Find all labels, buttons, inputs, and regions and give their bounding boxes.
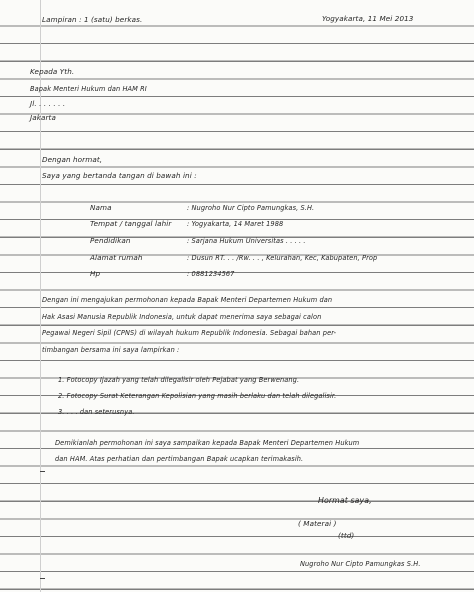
greeting: Dengan hormat, (42, 155, 103, 164)
identity-label: Pendidikan (90, 236, 131, 245)
recipient-line: Bapak Menteri Hukum dan HAM RI (30, 85, 147, 93)
signer-name: Nugroho Nur Cipto Pamungkas S.H. (300, 560, 421, 568)
margin-tick (40, 471, 45, 472)
identity-label: Nama (90, 203, 112, 212)
margin-tick (40, 578, 45, 579)
recipient-line: Kepada Yth. (30, 67, 75, 76)
regards: Hormat saya, (318, 496, 372, 505)
attachment-item: 3. . . . dan seterusnya. (58, 408, 135, 416)
place-date: Yogyakarta, 11 Mei 2013 (322, 14, 414, 23)
body-line: Hak Asasi Manusia Republik Indonesia, untuk dapat menerima saya sebagai calon (42, 313, 322, 321)
identity-value: : Sarjana Hukum Universitas . . . . . (187, 237, 306, 245)
identity-label: Alamat rumah (90, 253, 143, 262)
stamp-placeholder: ( Materai ) (298, 519, 337, 528)
intro-line: Saya yang bertanda tangan di bawah ini : (42, 171, 197, 180)
recipient-line: Jakarta (30, 113, 56, 122)
body-line: timbangan bersama ini saya lampirkan : (42, 346, 180, 354)
identity-value: : 0881234567 (187, 270, 235, 278)
identity-value: : Yogyakarta, 14 Maret 1988 (187, 220, 284, 228)
identity-value: : Nugroho Nur Cipto Pamungkas, S.H. (187, 204, 315, 212)
body-line: Dengan ini mengajukan permohonan kepada Bapak Menteri Departemen Hukum dan (42, 296, 333, 304)
attachment-item: 2. Fotocopy Surat Keterangan Kepolisian yang masih berlaku dan telah dilegalisir. (58, 392, 337, 400)
body-line: Pegawai Negeri Sipil (CPNS) di wilayah hukum Republik Indonesia. Sebagai bahan per- (42, 329, 337, 337)
identity-label: Tempat / tanggal lahir (90, 219, 172, 228)
attachment-item: 1. Fotocopy Ijazah yang telah dilegalisir oleh Pejabat yang Berwenang. (58, 376, 300, 384)
identity-value: : Dusun RT. . . /Rw. . . , Kelurahan, Kec, Kabupaten, Prop (187, 254, 378, 262)
closing-line: Demikianlah permohonan ini saya sampaikan kepada Bapak Menteri Departemen Hukum (55, 439, 360, 447)
closing-line: dan HAM. Atas perhatian dan pertimbangan Bapak ucapkan terimakasih. (55, 455, 304, 463)
identity-label: Hp (90, 269, 101, 278)
attachment-line: Lampiran : 1 (satu) berkas. (42, 15, 143, 24)
signed-mark: (ttd) (338, 531, 355, 540)
recipient-line: Jl. . . . . . . (30, 99, 66, 108)
